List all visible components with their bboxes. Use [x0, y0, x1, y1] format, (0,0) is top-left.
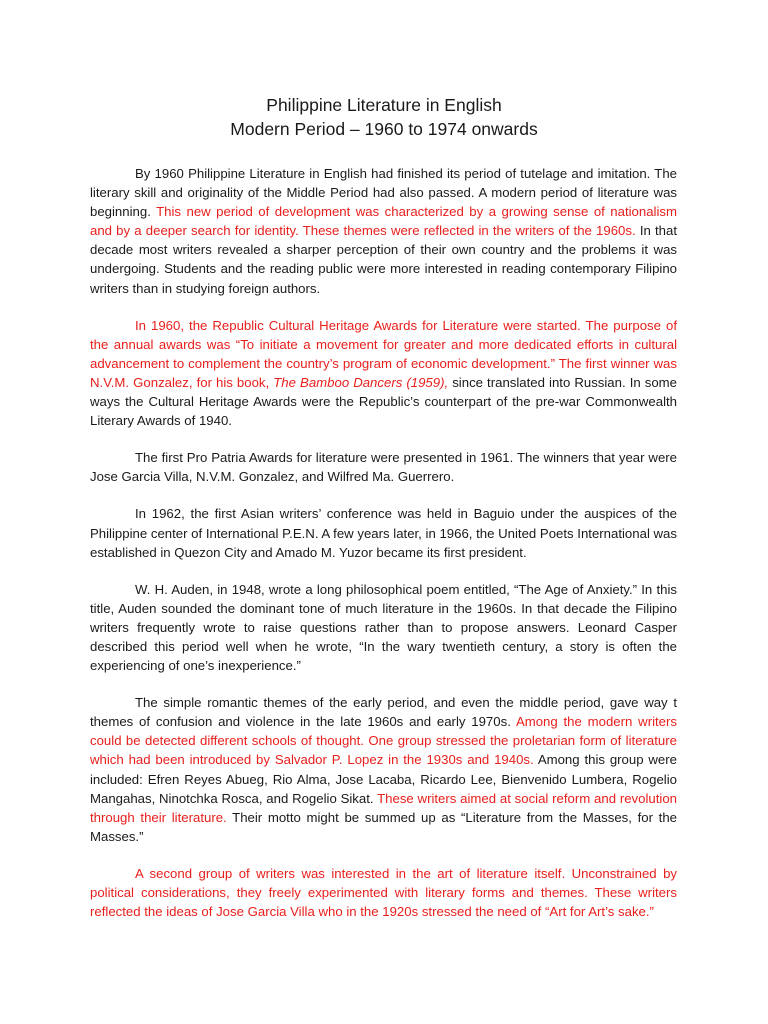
paragraph-7: [90, 864, 677, 921]
document-title: [0, 93, 768, 141]
highlighted-segment: Among the modern writers could be detected different schools of thought. One group stressed the proletarian form of literature which had been introduced by Salvador P. Lopez in the 1930s and 1940s.: [90, 714, 677, 768]
text-segment: W. H. Auden, in 1948, wrote a long philosophical poem entitled, “The Age of Anxiety.” In this title, Auden sounded the dominant tone of much literature in the 1960s. In that decade the Filipino writers frequently wrote to raise questions rather than to propose answers. Leonard Casper described this period well when he wrote, “In the wary twentieth century, a story is often the experiencing of one’s inexperience.”: [90, 581, 677, 674]
highlighted-segment: A second group of writers was interested in the art of literature itself. Unconstrained by political considerations, they freely experimented with literary forms and themes. These writers reflected the ideas of Jose Garcia Villa who in the 1920s stressed the need of “Art for Art’s sake.”: [90, 865, 677, 920]
text-segment: In 1962, the first Asian writers’ conference was held in Baguio under the auspices of the Philippine center of International P.E.N. A few years later, in 1966, the United Poets International was established in Quezon City and Amado M. Yuzor became its first president.: [90, 506, 677, 560]
document-body: [90, 164, 677, 939]
text-segment: In that decade most writers revealed a sharper perception of their own country and the problems it was undergoing. Students and the reading public were more interested in reading contemporary Filipino writers than in studying foreign authors.: [90, 223, 677, 296]
text-segment: Among this group were included: Efren Reyes Abueg, Rio Alma, Jose Lacaba, Ricardo Lee, Bienvenido Lumbera, Rogelio Mangahas, Ninotchka Rosca, and Rogelio Sikat.: [90, 752, 677, 806]
title-line-2: Modern Period – 1960 to 1974 onwards: [230, 119, 538, 139]
book-title: The Bamboo Dancers (1959),: [273, 374, 449, 390]
paragraph-1: [90, 164, 677, 298]
text-segment: The simple romantic themes of the early period, and even the middle period, gave way t themes of confusion and violence in the late 1960s and early 1970s.: [90, 695, 677, 730]
paragraph-2: [90, 316, 677, 431]
title-line-1: Philippine Literature in English: [266, 95, 502, 115]
paragraph-4: [90, 504, 677, 561]
text-segment: By 1960 Philippine Literature in English had finished its period of tutelage and imitation. The literary skill and originality of the Middle Period had also passed. A modern period of literature was beginning.: [90, 166, 677, 220]
highlighted-segment: This new period of development was characterized by a growing sense of nationalism and by a deeper search for identity. These themes were reflected in the writers of the 1960s.: [90, 204, 677, 239]
paragraph-3: [90, 448, 677, 486]
text-segment: since translated into Russian. In some ways the Cultural Heritage Awards were the Republic’s counterpart of the pre-war Commonwealth Literary Awards of 1940.: [90, 374, 677, 429]
highlighted-segment: These writers aimed at social reform and revolution through their literature.: [90, 790, 677, 825]
paragraph-5: [90, 580, 677, 675]
paragraph-6: [90, 693, 677, 846]
text-segment: The first Pro Patria Awards for literature were presented in 1961. The winners that year were Jose Garcia Villa, N.V.M. Gonzalez, and Wilfred Ma. Guerrero.: [90, 450, 677, 485]
highlighted-segment: In 1960, the Republic Cultural Heritage Awards for Literature were started. The purpose of the annual awards was “To initiate a movement for greater and more dedicated efforts in cultural advancement to complement the country’s program of economic development.” The first winner was N.V.M. Gonzalez, for his book,: [90, 317, 677, 390]
text-segment: Their motto might be summed up as “Literature from the Masses, for the Masses.”: [90, 809, 677, 844]
